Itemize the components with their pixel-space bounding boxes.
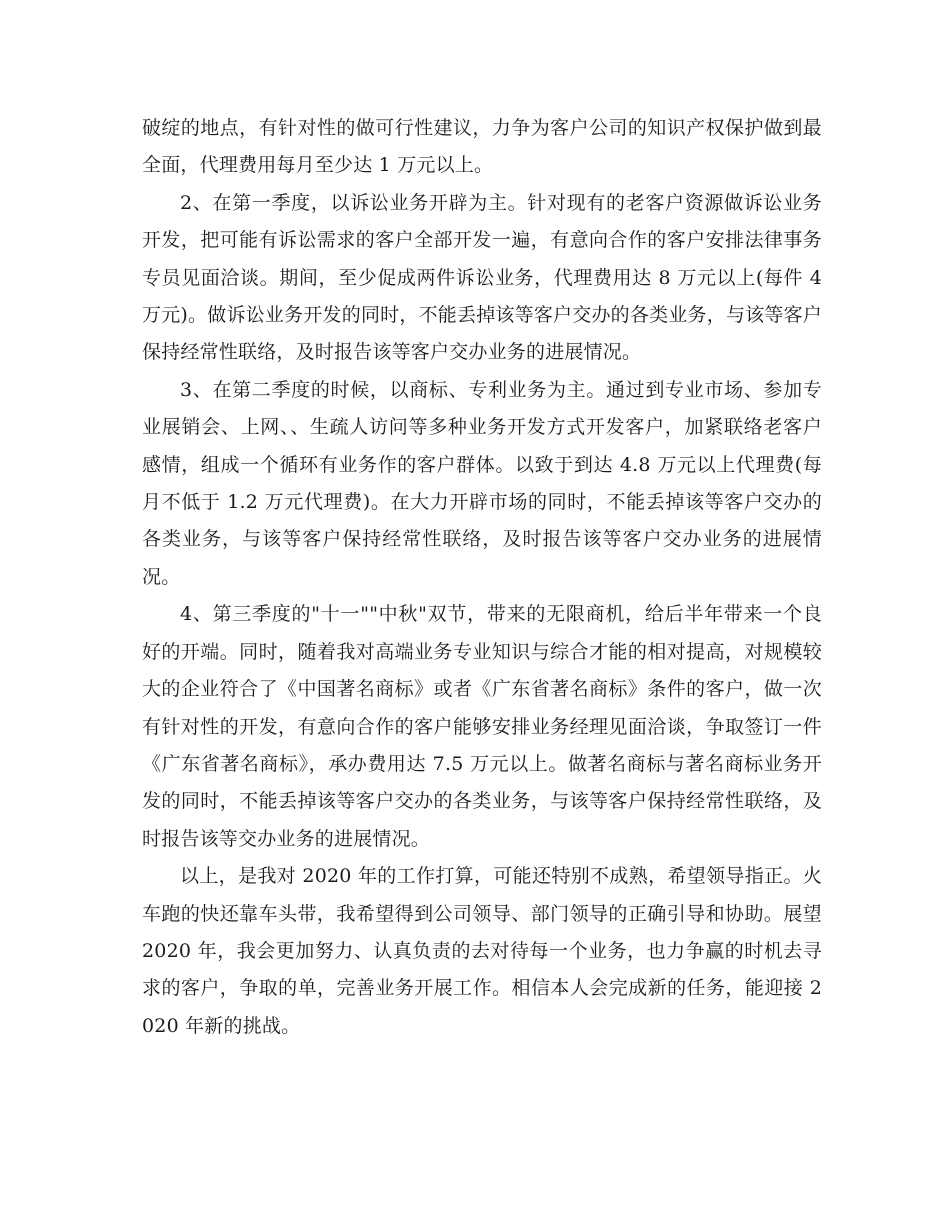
paragraph-conclusion: 以上，是我对 2020 年的工作打算，可能还特别不成熟，希望领导指正。火车跑的快还靠车头带，我希望得到公司领导、部门领导的正确引导和协助。展望 2020 年，我会更加努力、认真负责的去对待每一个业务，也力争赢的时机去寻求的客户，争取的单，完善业务开展工作。相信本人会完成新的任务，能迎接 2020 年新的挑战。 [142,865,822,1037]
paragraph-q3-famous-trademark: 4、第三季度的"十一""中秋"双节，带来的无限商机，给后半年带来一个良好的开端。同时，随着我对高端业务专业知识与综合才能的相对提高，对规模较大的企业符合了《中国著名商标》或者《广东省著名商标》条件的客户，做一次有针对性的开发，有意向合作的客户能够安排业务经理见面洽谈，争取签订一件《广东省著名商标》，承办费用达 7.5 万元以上。做著名商标与著名商标业务开发的同时，不能丢掉该等客户交办的各类业务，与该等客户保持经常性联络，及时报告该等交办业务的进展情况。 [142,603,822,850]
paragraph-q1-litigation: 2、在第一季度，以诉讼业务开辟为主。针对现有的老客户资源做诉讼业务开发，把可能有诉讼需求的客户全部开发一遍，有意向合作的客户安排法律事务专员见面洽谈。期间，至少促成两件诉讼业务，代理费用达 8 万元以上(每件 4 万元)。做诉讼业务开发的同时，不能丢掉该等客户交办的各类业务，与该等客户保持经常性联络，及时报告该等客户交办业务的进展情况。 [142,191,822,364]
document-page [142,110,822,1045]
paragraph-continuation: 破绽的地点，有针对性的做可行性建议，力争为客户公司的知识产权保护做到最全面，代理费用每月至少达 1 万元以上。 [142,117,822,177]
paragraph-q2-trademark-patent: 3、在第二季度的时候，以商标、专利业务为主。通过到专业市场、参加专业展销会、上网、、生疏人访问等多种业务开发方式开发客户，加紧联络老客户感情，组成一个循环有业务作的客户群体。以致于到达 4.8 万元以上代理费(每月不低于 1.2 万元代理费)。在大力开辟市场的同时，不能丢掉该等客户交办的各类业务，与该等客户保持经常性联络，及时报告该等客户交办业务的进展情况。 [142,378,822,588]
